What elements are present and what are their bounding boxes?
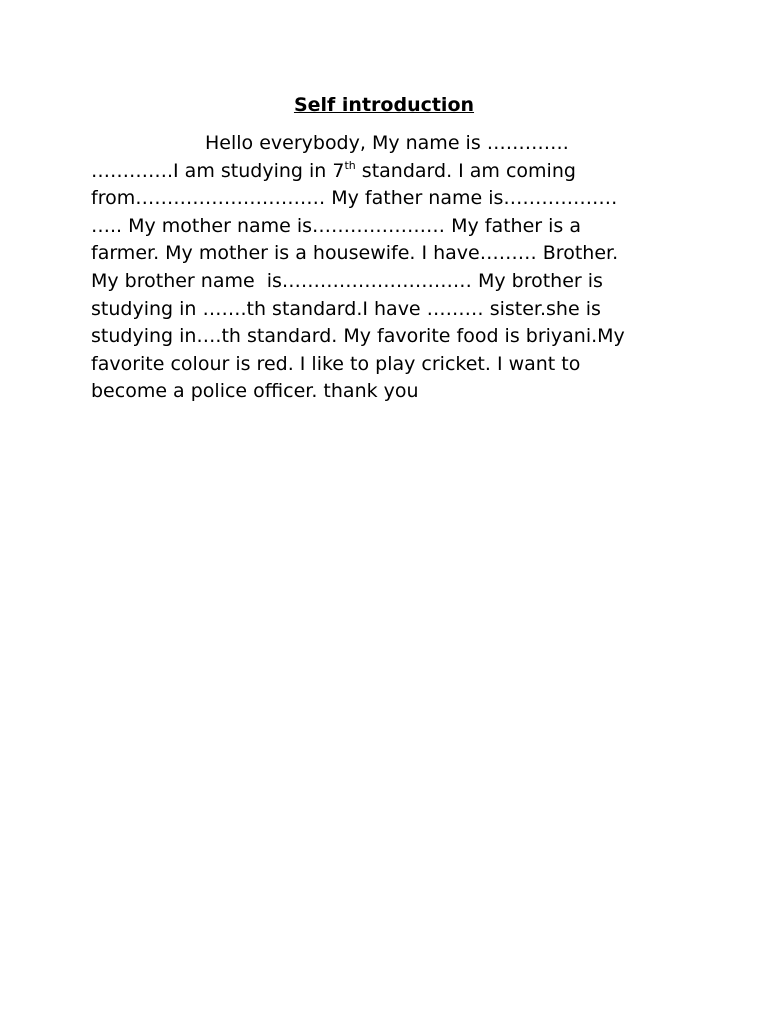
introduction-paragraph [91,130,681,406]
paragraph-line-6: My brother name is………………………… My brother is [91,269,603,292]
paragraph-line-1: Hello everybody, My name is …………. [205,132,569,154]
ordinal-superscript: th [344,158,356,172]
document-title: Self introduction [293,94,475,116]
line-2-start: ………….I am studying in 7 [91,159,345,182]
paragraph-line-5: farmer. My mother is a housewife. I have……… Brother. [91,242,619,265]
paragraph-line-10: become a police officer. thank you [91,380,419,403]
paragraph-line-2 [91,158,681,186]
paragraph-line-3: from………………………… My father name is……………… [91,187,618,210]
paragraph-line-4: ….. My mother name is………………… My father is a [91,214,582,237]
paragraph-line-7: studying in …….th standard.I have ……… sister.she is [91,297,601,320]
paragraph-line-8: studying in….th standard. My favorite food is briyani.My [91,325,625,348]
line-2-end: standard. I am coming [355,159,576,182]
paragraph-line-9: favorite colour is red. I like to play cricket. I want to [91,352,581,375]
